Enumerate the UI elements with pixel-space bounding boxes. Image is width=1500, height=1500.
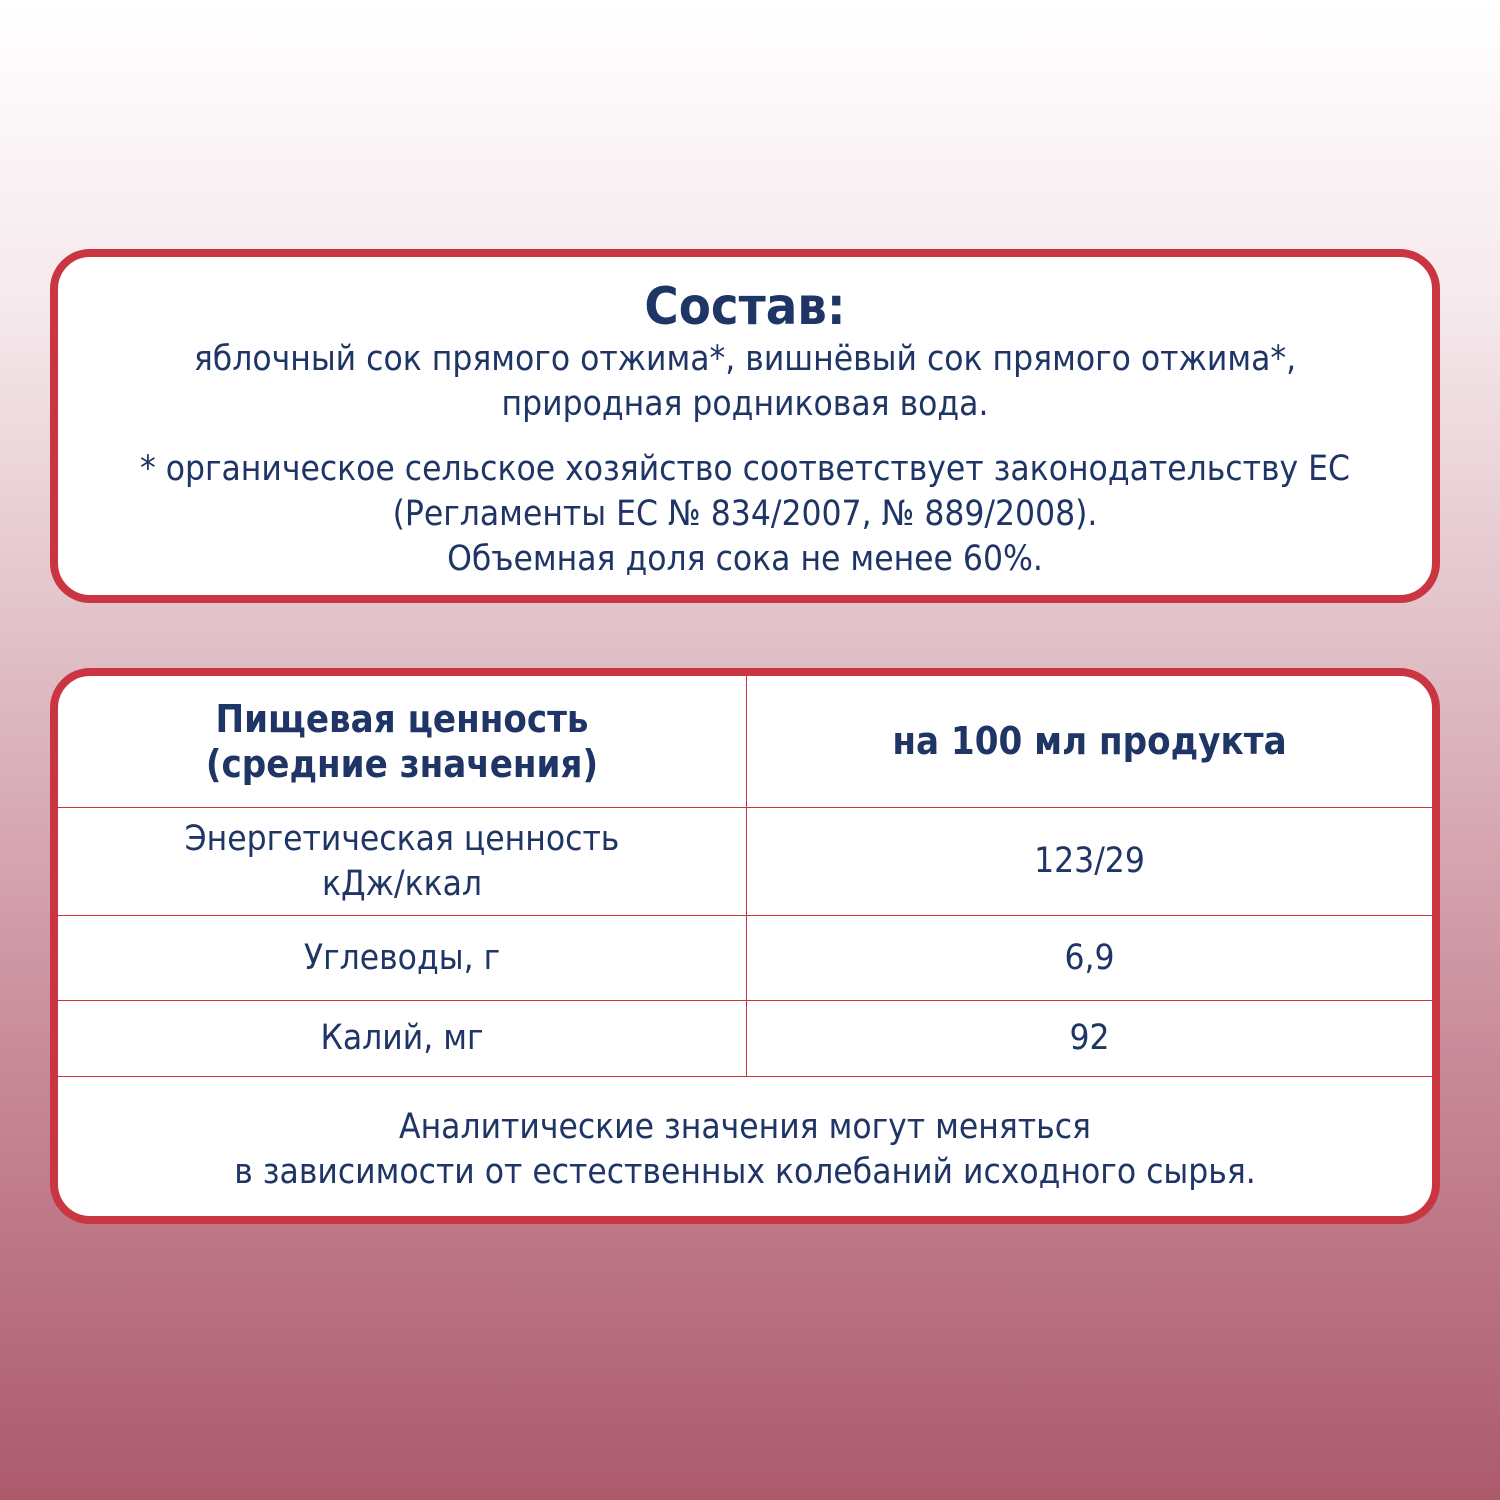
row-label: Углеводы, г xyxy=(58,916,747,1001)
note-line: Аналитические значения могут меняться xyxy=(399,1107,1091,1147)
analytic-note xyxy=(58,1077,1432,1195)
header-nutrition xyxy=(58,676,747,808)
ingredients-line: яблочный сок прямого отжима*, вишнёвый сок прямого отжима*, xyxy=(193,339,1297,379)
table-header-row xyxy=(58,676,1432,808)
row-value: 123/29 xyxy=(747,808,1433,916)
label-line: кДж/ккал xyxy=(321,863,483,904)
juice-share-note: Объемная доля сока не менее 60%. xyxy=(447,539,1043,579)
organic-note: * органическое сельское хозяйство соответствует законодательству ЕС xyxy=(139,449,1351,489)
composition-card xyxy=(50,249,1440,603)
table-row xyxy=(58,808,1432,916)
nutrition-card xyxy=(50,668,1440,1224)
row-value: 6,9 xyxy=(747,916,1433,1001)
row-label: Калий, мг xyxy=(58,1001,747,1077)
regulation-note: (Регламенты ЕС № 834/2007, № 889/2008). xyxy=(392,494,1098,534)
table-row xyxy=(58,1001,1432,1077)
table-row xyxy=(58,916,1432,1001)
ingredients-line: природная родниковая вода. xyxy=(501,384,989,424)
note-line: в зависимости от естественных колебаний исходного сырья. xyxy=(234,1152,1256,1192)
header-line: (средние значения) xyxy=(205,741,599,786)
composition-title: Состав: xyxy=(644,277,846,337)
nutrition-table xyxy=(58,676,1432,1077)
row-value: 92 xyxy=(747,1001,1433,1077)
header-per-100ml: на 100 мл продукта xyxy=(747,676,1433,808)
row-label xyxy=(58,808,747,916)
label-line: Энергетическая ценность xyxy=(184,818,620,859)
header-line: Пищевая ценность xyxy=(215,696,589,741)
